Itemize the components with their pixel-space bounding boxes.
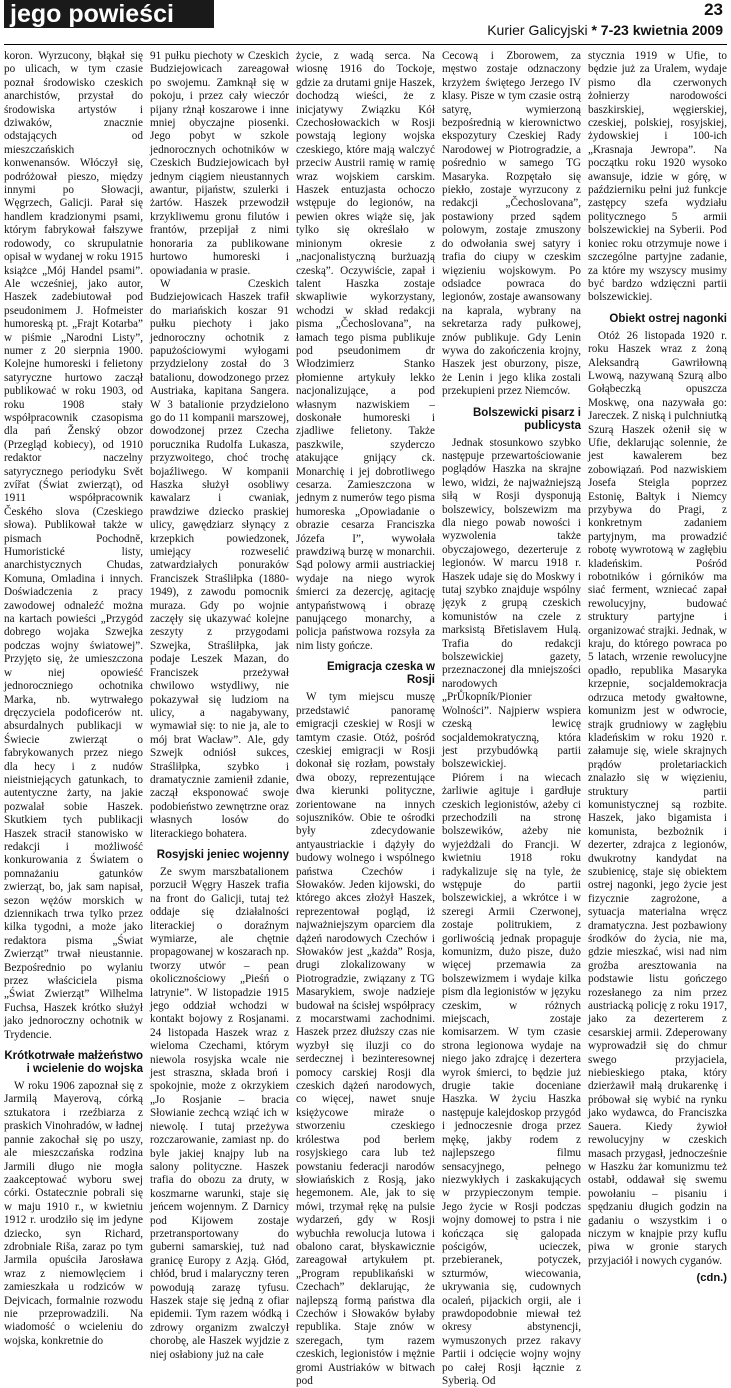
paragraph: Jednak stosunkowo szybko następuje przewartościowanie poglądów Haszka na skrajne lewo, widzi, że najważniejszą siłą w Rosji dysponują bolszewicy, bolszewizm ma dla niego powab nowości i wyzwolenia także obyczajowego, dezerteruje z legionów. W marcu 1918 r. Haszek udaje się do Moskwy i tutaj szybko znajduje wspólny język z grupą czeskich komunistów na czele z marksistą Břetislavem Hulą. Trafia do redakcji bolszewickiej gazety, przeznaczonej dla mniejszości narodowych „PrŮkopník/Pionier Wolności”. Najpierw wspiera czeską lewicę socjaldemokratyczną, która jest przybudówką partii bolszewickiej. — [442, 436, 581, 771]
paragraph: W Czeskich Budziejowicach Haszek trafił do mariańskich koszar 91 pułku piechoty i jako jednoroczny ochotnik z papużościowymi wyłogami przydzielony został do 3 batalionu, dowodzonego przez Austriaka, kapitana Sangera. W 3 batalionie przydzielono go do 11 kompanii marszowej, dowodzonej przez Czecha porucznika Rudolfa Lukasza, przyzwoitego, choć trochę bojaźliwego. W kompanii Haszka służył osobliwy kawalarz i cwaniak, prawdziwe dziecko praskiej ulicy, gawędziarz słynący z krzepkich powiedzonek, umiejący rozweselić zatwardziałych ponuraków Franciszek Straśliłpka (1880-1949), z zawodu pomocnik muraza. Gdy po wojnie zaczęły się ukazywać kolejne zeszyty z przygodami Szwejka, Straśliłpka, jak podaje Leszek Mazan, do Franciszek przeżywał chwilowo wstydliwy, nie pokazywał się ludziom na ulicy, a nagabywany, wymawiał się: to nie ja, ale to mój brat Wacław”. Ale, gdy Szwejk odniósł sukces, Straśliłpka, szybko i dramatycznie zamienił zdanie, zaczął eksponować swoje podobieństwo zewnętrzne oraz własnych losów do literackiego bohatera. — [150, 277, 289, 840]
paragraph: koron. Wyrzucony, błąkał się po ulicach, w tym czasie poznał środowisko czeskich anarchistów, przystał do środowiska artystów i dziwaków, znacznie odstających od mieszczańskich konwenansów. Włóczył się, podróżował pieszo, między innymi po Słowacji, Węgrzech, Galicji. Parał się handlem kradzionymi psami, którym fabrykował fałszywe rodowody, co skrupulatnie opisał w wydanej w roku 1915 książce „Mój Handel psami”. Ale wcześniej, jako autor, Haszek zadebiutował pod pseudonimem J. Hofmeister humoreską pt. „Frajt Kotarba” w piśmie „Narodni Listy”, numer z 20 sierpnia 1900. Kolejne humoreski i felietony satyryczne hurtowo zaczął publikować w roku 1903, od roku 1908 stały współpracownik czasopisma dla pań Ženský obzor (Przegląd kobiecy), od 1910 redaktor naczelny satyrycznego periodyku Svět zvířat (Świat zwierząt), od 1911 współpracownik Českého slova (Czeskiego słowa). Publikował także w pismach Pochodně, Humoristické listy, anarchistycznych Chudas, Komuna, Omladina i innych. Doświadczenia z pracy zawodowej odnaleźć można na kartach powieści „Przygód dobrego wojaka Szwejka podczas wojny światowej”. Przyjęto się, że umieszczona w niej opowieść jednoroczniego ochotnika Marka, nb. wytrwałego dręczyciela podoficerów nt. absurdalnych publikacji w Świecie zwierząt o fabrykowanych przez niego dla hecy i z nudów nieistniejących gatunkach, to autentyczne żarty, na jakie pozwalał sobie Haszek. Skutkiem tych publikacji Haszek stracił stanowisko w redakcji i możliwość konkurowania z Światem o pomnażaniu gatunków zwierząt, bo, jak sam napisał, sezon wężów morskich w dziennikach trwa tylko przez kilka tygodni, a może jako redaktora pisma „Świat Zwierząt” trwał nieustannie. Bezpośrednio po wylaniu przez właściciela pisma „Świat Zwierząt” Wilhelma Fuchsa, Haszek krótko służył jako jednoroczny ochotnik w Trydencie. — [4, 50, 143, 1041]
page-number: 23 — [704, 0, 723, 19]
header-rule — [4, 44, 727, 45]
subheading: Emigracja czeska w Rosji — [326, 661, 435, 687]
paragraph: Cecową i Zborowem, za męstwo zostaje odznaczony krzyżem świętego Jerzego IV klasy. Pisze w tym czasie ostrą satyrę, wymierzoną bezpośrednią w kierownictwo ekspozytury Czeskiej Rady Narodowej w Piotrogradzie, a pośrednio w samego TG Masaryka. Rozpętało się piekło, zostaje wyrzucony z redakcji „Čechoslovana”, postawiony przed sądem polowym, zostaje zmuszony do odwołania swej satyry i trafia do ciupy w czeskim więzieniu wojskowym. Po odsiadce powraca do legionów, zostaje awansowany na kaprala, wybrany na sekretarza rady pułkowej, znów publikuje. Gdy Lenin wywa do zakończenia krojny, Haszek jest oburzony, pisze, że Lenin i jego klika zostali przekupieni przez Niemców. — [442, 50, 581, 398]
paragraph: życie, z wadą serca. Na wiosnę 1916 do Tockoje, gdzie za drutami gnije Haszek, dochodzą wieści, że z inicjatywy Związku Kół Czechosłowackich w Rosji powstają legiony wojska czeskiego, które mają walczyć przeciw Austrii ramię w ramię wraz wojskiem carskim. Haszek entuzjasta ochoczo wstępuje do legionów, na pewien okres wiąże się, jak tylko się określało w minionym okresie z „nacjonalistyczną burżuazją czeską”. Oczywiście, zapał i talent Haszka zostaje skwapliwie wykorzystany, wchodzi w skład redakcji pisma „Čechoslovana”, na łamach tego pisma publikuje pod pseudonimem dr Włodzimierz Stanko płomienne artykuły lekko nacjonalizujące, a pod własnym nazwiskiem – doskonałe humoreski i zjadliwe felietony. Także paszkwile, szyderczo atakujące gnijący ck. Monarchię i jej dobrotliwego cesarza. Zamieszczona w jednym z numerów tego pisma humoreska „Opowiadanie o obrazie cesarza Franciszka Józefa I”, wywołała prawdziwą burzę w monarchii. Sąd polowy armii austriackiej wydaje na niego wyrok śmierci za dezercję, agitację antypaństwową i obrazę panującego monarchy, a policja państwowa rozsyła za nim listy gończe. — [296, 50, 435, 652]
subheading: Bolszewicki pisarz i publicysta — [472, 406, 581, 432]
column-3 — [296, 50, 435, 1388]
paragraph: Ze swym marszbatalionem porzucił Węgry Haszek trafia na front do Galicji, tutaj też oddaje się działalności literackiej o doraźnym wymiarze, ale chętnie propagowanej w koszarach np. tworzy utwór – pean okolicznościowy „Pieśń o latrynie”. W listopadzie 1915 jego oddział wchodzi w kontakt bojowy z Rosjanami. 24 listopada Haszek wraz z wieloma Czechami, którym niewola rosyjska wcale nie jest straszna, składa broń i spokojnie, może z okrzykiem „Jo Rosjanie – bracia Słowianie zechcą wziąć ich w niewolę. I tutaj przeżywa rozczarowanie, zamiast np. do byle jakiej knajpy lub na salony polityczne. Haszek trafia do obozu za druty, w koszmarne warunki, staje się jeńcem wojennym. Z Darnicy pod Kijowem zostaje przetransportowany do guberni samarskiej, tuż nad granicę Europy z Azją. Głód, chłód, brud i malaryczny teren powodują zarazę tyfusu. Haszek staje się jedną z ofiar epidemii. Tym razem wódką i zdrowy organizm zwalczył chorobę, ale Haszek wyjdzie z niej osłabiony już na całe — [150, 865, 289, 1361]
page-header — [0, 0, 731, 44]
paragraph: stycznia 1919 w Ufie, to będzie już za Uralem, wydaje pismo dla czerwonych żołnierzy narodowości baszkirskiej, węgierskiej, czeskiej, polskiej, rosyjskiej, żydowskiej i 100-ich „Krasnaja Jewropa”. Na początku roku 1920 wysoko awansuje, idzie w górę, w październiku pełni już funkcje zastępcy szefa wydziału politycznego 5 armii bolszewickiej na Syberii. Pod koniec roku otrzymuje nowe i szczególne partyjne zadanie, za które my wszyscy musimy być bardzo wdzięczni partii bolszewickiej. — [588, 50, 727, 304]
column-1 — [4, 50, 143, 1388]
paragraph: Otóż 26 listopada 1920 r. roku Haszek wraz z żoną Aleksandrą Gawriłowną Lwową, nazywaną Szurą albo Gołąbeczką opuszcza Moskwę, ona nazywała go: Jareczek. Z niską i pulchniutką Szurą Haszek ożenił się w Ufie, deklarując solennie, że jest kawalerem bez zobowiązań. Pod nazwiskiem Josefa Steigla poprzez Estonię, Bałtyk i Niemcy przybywa do Pragi, z konkretnym zadaniem partyjnym, ma prowadzić robotę wywrotową w zagłębiu kladeńskim. Pośród robotników i górników ma siać ferment, wzniecać zapał rewolucyjny, budować struktury partyjne i organizować strajki. Jednak, w kraju, do którego powraca po 5 latach, wrzenie rewolucyjne opadło, republika Masaryka krzepnie, socjaldemokracja odrzuca metody gwałtowne, komunizm jest w odwrocie, strajk grudniowy w zagłębiu kladeńskim w roku 1920 r. załamuje się, wiele skrajnych prądów proletariackich znalazło się w więzieniu, struktury partii komunistycznej są rozbite. Haszek, jako bigamista i komunista, bezbożnik i dezerter, zdrajca z legionów, dwukrotny kandydat na szubienicę, staje się obiektem ostrej nagonki, jego życie jest fizycznie zagrożone, a sytuacja materialna wręcz dramatyczna. Jest pozbawiony środków do życia, nie ma, gdzie mieszkać, wisi nad nim groźba aresztowania na podstawie listu gończego rozesłanego za nim przez austriacką policję z roku 1917, jako za dezerterem z cesarskiej armii. Zdeperowany wyprowadził się do chmur swego przyjaciela, niebieskiego ptaka, który dzierżawił małą drukarenkę i próbował się wybić na rynku jako wydawca, do Franciszka Sauera. Kiedy żywioł rewolucyjny w czeskich masach przygasł, jednocześnie w Haszku żar komunizmu też ostabł, oddawał się swemu powołaniu – pisaniu i spędzaniu długich godzin na gadaniu o wszystkim i o niczym w knajpie przy kuflu piwa w gronie starych przyjaciół i nowych cyganów. — [588, 329, 727, 1267]
publication-name: Kurier Galicyjski — [487, 22, 588, 38]
continued-mark: (cdn.) — [696, 1272, 727, 1285]
paragraph: 91 pułku piechoty w Czeskich Budziejowicach zareagował po swojemu. Zamknął się w pokoju, i przez cały wieczór pijany rżnął koszarowe i inne mniej obyczajne piosenki. Jego pobyt w szkole jednorocznych ochotników w Czeskich Budziejowicach był jednym ciągiem nieustannych awantur, pijaństw, szulerki i żartów. Haszek przewodził krzykliwemu gronu filutów i frantów, przepijał z nimi honoraria za publikowane hurtowo humoreski i opowiadania w prasie. — [150, 50, 289, 277]
paragraph: W tym miejscu muszę przedstawić panoramę emigracji czeskiej w Rosji w tamtym czasie. Otóż, pośród czeskiej emigracji w Rosji dokonał się rozłam, powstały dwa obozy, reprezentujące dwa kierunki polityczne, zorientowane na innych sojuszników. Obie te ośrodki były zdecydowanie antyaustriackie i dążyły do budowy wolnego i wspólnego państwa Czechów i Słowaków. Jeden kijowski, do którego akces złożył Haszek, reprezentował pogląd, iż najważniejszym oparciem dla dążeń narodowych Czechów i Słowaków jest „każda” Rosja, drugi zlokalizowany w Piotrogradzie, związany z TG Masarykiem, swoje nadzieje budował na ścisłej współpracy z mocarstwami zachodnimi. Haszek przez dłuższy czas nie wyzbył się iluzji co do serdecznej i bezinteresownej pomocy carskiej Rosji dla czeskich dążeń narodowych, co więcej, nawet snuje księżycowe miraże o stworzeniu czeskiego królestwa pod berłem rosyjskiego cara lub też powstaniu federacji narodów słowiańskich z Rosją, jako hegemonem. Ale, jak to się mówi, trzymał rękę na pulsie wydarzeń, gdy w Rosji wybuchła rewolucja lutowa i obalono carat, błyskawicznie zareagował artykułem pt. „Program republikański w Czechach” deklarując, że najlepszą formą państwa dla Czechów i Słowaków byłaby republika. Staje znów w szeregach, tym razem czeskich, legionistów i mężnie gromi Austriaków w bitwach pod — [296, 691, 435, 1387]
subheading: Krótkotrwałe małżeństwo i wcielenie do wojska — [4, 1050, 143, 1076]
issue-date: * 7-23 kwietnia 2009 — [591, 22, 723, 38]
subheading: Rosyjski jeniec wojenny — [156, 848, 289, 861]
column-4 — [442, 50, 581, 1388]
paragraph: W roku 1906 zapoznał się z Jarmilą Mayerovą, córką sztukatora i rzeźbiarza z praskich Vinohradów, w ładnej pannie zakochał się po uszy, ale mieszczańska rodzina Jarmili długo nie mogła zaakceptować wyboru swej córki. Ostatecznie pobrali się w maju 1910 r., w kwietniu 1912 r. urodziło się im jedyne dziecko, syn Richard, zdrobniale Riša, zaraz po tym Jarmila opuściła Jarosława wraz z niemowlęciem i zamieszkała u rodziców w Dejvicach, formalnie rozwodu nie przeprowadzili. Na wiadomość o wcieleniu do wojska, konkretnie do — [4, 1080, 143, 1347]
column-5 — [588, 50, 727, 1388]
subheading: Obiekt ostrej nagonki — [609, 312, 727, 325]
section-title: jego powieści — [4, 0, 214, 28]
publication-line — [487, 22, 723, 38]
article-body — [4, 50, 727, 1387]
column-2 — [150, 50, 289, 1388]
paragraph: Piórem i na wiecach żarliwie agituje i gardłuje czeskich legionistów, ażeby ci przechodzili na stronę bolszewików, ażeby nie wyjeżdżali do Francji. W kwietniu 1918 roku radykalizuje się na tyle, że wstępuje do partii bolszewickiej, a wkrótce i w szeregi Armii Czerwonej, zostaje politrukiem, z gorliwością jednak propaguje komunizm, dużo pisze, dużo więcej przemawia za bolszewizmem i wydaje kilka pism dla legionistów w języku czeskim, w różnych miejscach, zostaje komisarzem. W tym czasie strona legionowa wydaje na niego jako zdrajcę i dezertera wyrok śmierci, to będzie już drugie takie doceniane Haszka. W życiu Haszka następuje kalejdoskop przygód i jednoczesnie droga przez mękę, jakby rodem z najlepszego filmu sensacyjnego, pełnego niezwykłych i zaskakujących w przypieczonym tempie. Jego życie w Rosji podczas wojny domowej to pstra i nie kończąca się galopada pościgów, ucieczek, przebieranek, potyczek, szturmów, wiecowania, ukrywania się, cudownych ocaleń, pijackich orgii, ale i prawdopodobnie miewał też okresy abstynencji, wymuszonych przez rakavy Partii i odcięcie wojny wojny po całej Rosji łącznie z Syberią. Od — [442, 771, 581, 1387]
